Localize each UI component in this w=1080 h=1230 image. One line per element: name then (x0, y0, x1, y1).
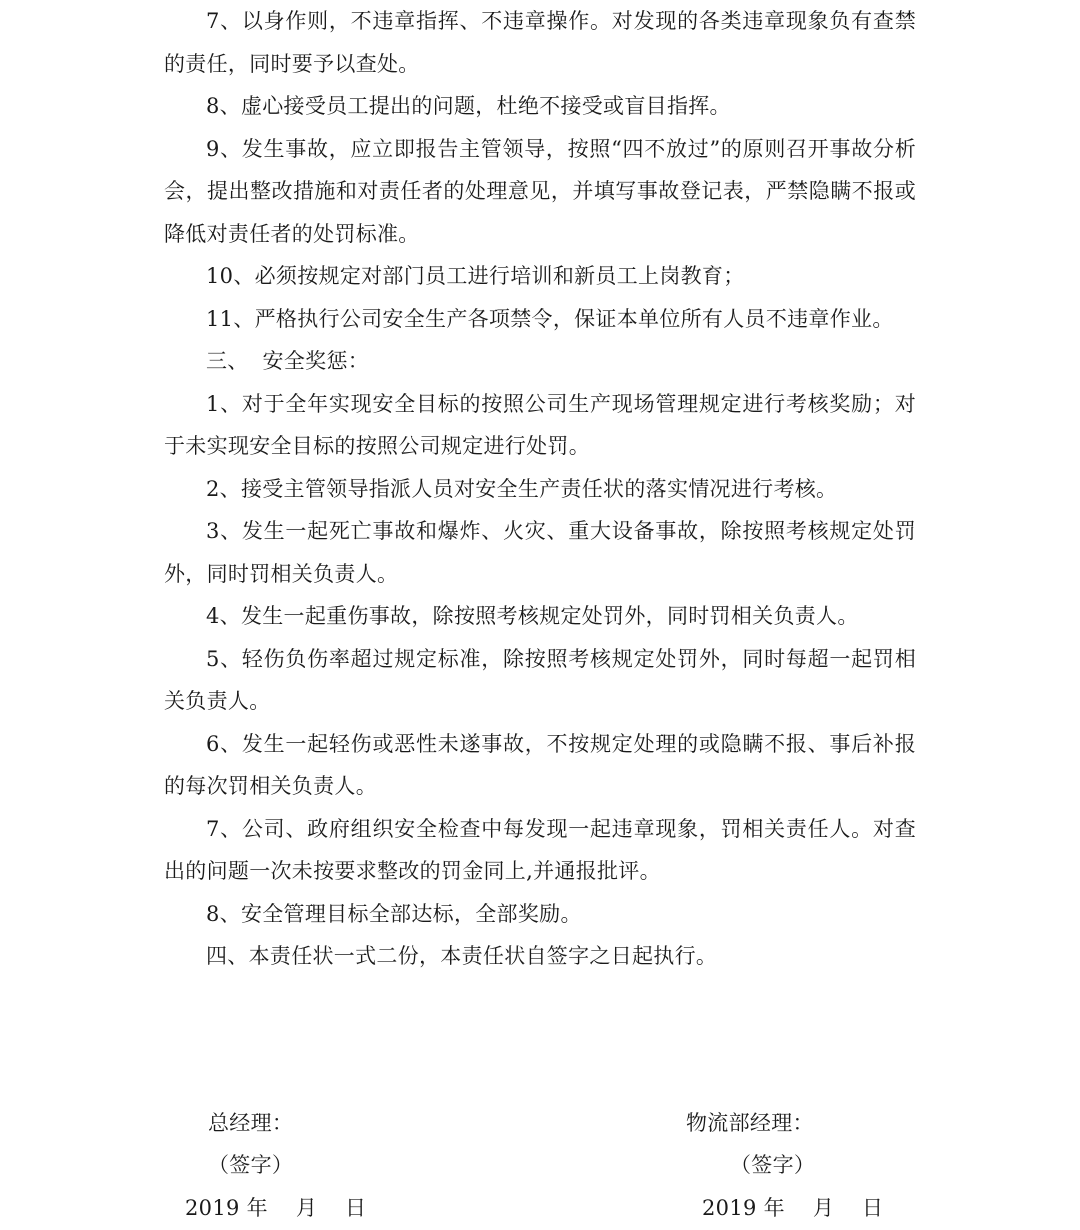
signature-right-sign: （签字） (730, 1153, 816, 1177)
paragraph-12: 6、发生一起轻伤或恶性未遂事故，不按规定处理的或隐瞒不报、事后补报的每次罚相关负责人。 (164, 731, 916, 798)
paragraph-1: 7、以身作则，不违章指挥、不违章操作。对发现的各类违章现象负有查禁的责任，同时要予以查处。 (164, 9, 916, 76)
signature-right-title: 物流部经理： (686, 1111, 814, 1135)
signature-left-title: 总经理： (208, 1111, 294, 1135)
paragraph-15: 四、本责任状一式二份，本责任状自签字之日起执行。 (206, 944, 718, 968)
signature-left-sign: （签字） (208, 1153, 294, 1177)
paragraph-13: 7、公司、政府组织安全检查中每发现一起违章现象，罚相关责任人。对查出的问题一次未按要求整改的罚金同上,并通报批评。 (164, 816, 916, 883)
paragraph-5: 11、严格执行公司安全生产各项禁令，保证本单位所有人员不违章作业。 (206, 306, 894, 331)
paragraph-14: 8、安全管理目标全部达标，全部奖励。 (206, 901, 582, 926)
paragraph-3: 9、发生事故，应立即报告主管领导，按照“四不放过”的原则召开事故分析会，提出整改措施和对责任者的处理意见，并填写事故登记表，严禁隐瞒不报或降低对责任者的处罚标准。 (164, 136, 916, 246)
signature-right-date: 2019 年 月 日 (702, 1196, 884, 1220)
paragraph-7: 1、对于全年实现安全目标的按照公司生产现场管理规定进行考核奖励；对于未实现安全目标的按照公司规定进行处罚。 (164, 391, 916, 458)
document-body (164, 0, 916, 978)
paragraph-4: 10、必须按规定对部门员工进行培训和新员工上岗教育； (206, 264, 745, 288)
paragraph-2: 8、虚心接受员工提出的问题，杜绝不接受或盲目指挥。 (206, 94, 731, 118)
paragraph-9: 3、发生一起死亡事故和爆炸、火灾、重大设备事故，除按照考核规定处罚外，同时罚相关负责人。 (164, 519, 916, 586)
signature-left-date: 2019 年 月 日 (185, 1196, 367, 1220)
paragraph-11: 5、轻伤负伤率超过规定标准，除按照考核规定处罚外，同时每超一起罚相关负责人。 (164, 646, 916, 713)
paragraph-8: 2、接受主管领导指派人员对安全生产责任状的落实情况进行考核。 (206, 476, 838, 501)
section-heading-rewards: 三、 安全奖惩： (206, 349, 370, 373)
paragraph-10: 4、发生一起重伤事故，除按照考核规定处罚外，同时罚相关负责人。 (206, 604, 859, 628)
